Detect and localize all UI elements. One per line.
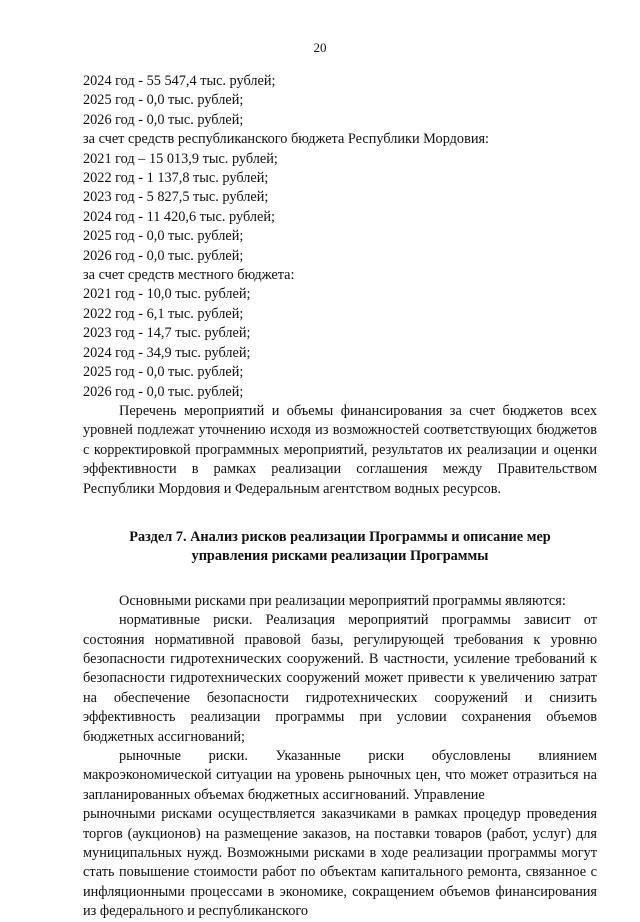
section-heading bbox=[83, 528, 597, 567]
local-budget-label: за счет средств местного бюджета: bbox=[83, 267, 295, 284]
market-risks-paragraph: рыночные риски. Указанные риски обусловлены влиянием макроэкономической ситуации на уровень рыночных цен, что может отразиться на запланированных объемах бюджетных ассигнований. Управление bbox=[83, 748, 597, 803]
republic-budget-label: за счет средств республиканского бюджета Республики Мордовия: bbox=[83, 131, 490, 148]
funding-list-top bbox=[83, 72, 597, 130]
funding-line: 2024 год - 11 420,6 тыс. рублей; bbox=[83, 208, 275, 225]
normative-risks-paragraph: нормативные риски. Реализация мероприятий программы зависит от состояния нормативной правовой базы, регулирующей требования к уровню безопасности гидротехнических сооружений. В частности, усиление требований к безопасности гидротехнических сооружений может привести к увеличению затрат на обеспечение безопасности гидротехнических сооружений и снизить эффективность реализации программы при условии сохранения объемов бюджетных ассигнований; bbox=[83, 612, 597, 745]
market-risks-continuation: рыночными рисками осуществляется заказчиками в рамках процедур проведения торгов (аукционов) на размещение заказов, на поставки товаров (работ, услуг) для муниципальных нужд. Возможными рисками в ходе реализации программы могут стать повышение стоимости работ по объектам капитального ремонта, связанное с инфляционными процессами в экономике, сокращением объемов финансирования из федерального и республиканского bbox=[83, 806, 597, 920]
funding-line: 2021 год – 15 013,9 тыс. рублей; bbox=[83, 150, 278, 167]
risks-intro: Основными рисками при реализации мероприятий программы являются: bbox=[119, 592, 566, 609]
clarification-paragraph: Перечень мероприятий и объемы финансирования за счет бюджетов всех уровней подлежат уточнению исходя из возможностей соответствующих бюджетов с корректировкой программных мероприятий, результатов их реализации и оценки эффективности в рамках реализации соглашения между Правительством Республики Мордовия и Федеральным агентством водных ресурсов. bbox=[83, 402, 597, 497]
section-heading-line: Раздел 7. Анализ рисков реализации Программы и описание мер bbox=[129, 528, 551, 545]
section-heading-line: управления рисками реализации Программы bbox=[191, 548, 489, 565]
funding-line: 2022 год - 6,1 тыс. рублей; bbox=[83, 305, 244, 322]
funding-line: 2025 год - 0,0 тыс. рублей; bbox=[83, 364, 244, 381]
funding-line: 2026 год - 0,0 тыс. рублей; bbox=[83, 111, 244, 128]
page-number: 20 bbox=[313, 40, 327, 55]
funding-line: 2022 год - 1 137,8 тыс. рублей; bbox=[83, 170, 269, 187]
republic-budget-list bbox=[83, 150, 597, 266]
funding-line: 2021 год - 10,0 тыс. рублей; bbox=[83, 286, 251, 303]
funding-line: 2026 год - 0,0 тыс. рублей; bbox=[83, 383, 244, 400]
page-content bbox=[83, 72, 597, 922]
funding-line: 2024 год - 34,9 тыс. рублей; bbox=[83, 344, 251, 361]
funding-line: 2025 год - 0,0 тыс. рублей; bbox=[83, 228, 244, 245]
funding-line: 2023 год - 5 827,5 тыс. рублей; bbox=[83, 189, 269, 206]
funding-line: 2024 год - 55 547,4 тыс. рублей; bbox=[83, 73, 276, 89]
funding-line: 2023 год - 14,7 тыс. рублей; bbox=[83, 325, 251, 342]
funding-line: 2025 год - 0,0 тыс. рублей; bbox=[83, 92, 244, 109]
local-budget-list bbox=[83, 285, 597, 401]
funding-line: 2026 год - 0,0 тыс. рублей; bbox=[83, 247, 244, 264]
